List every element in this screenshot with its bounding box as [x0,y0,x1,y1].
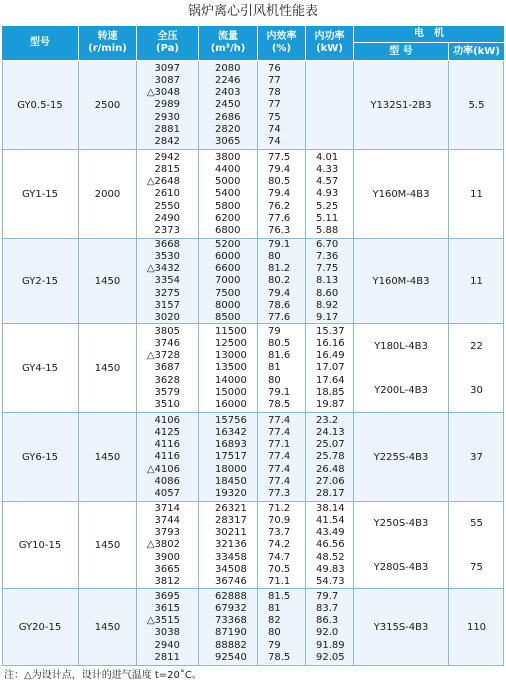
motor-model: Y160M-4B3 [372,189,430,200]
flow-list-value: 26321 [215,502,247,514]
flow-list-value: 28317 [215,514,247,526]
pressure-list-value: 3579 [154,386,180,398]
efficiency-list-value: 80 [268,374,281,386]
fan-model: GY20-15 [18,622,62,633]
efficiency-list-value: 74.7 [268,551,291,563]
flow-list-value: 15756 [215,414,247,426]
efficiency-list-value: 74.2 [268,539,291,551]
pressure-list-value: 2842 [154,135,180,147]
pressure-list-value: 3900 [154,551,180,563]
header-speed-label: 转速 [97,31,118,42]
power-list-value: 4.93 [316,188,339,200]
efficiency-list-value: 79.4 [268,188,291,200]
efficiency-list [268,326,303,411]
flow-list-value: 13000 [215,350,247,362]
header-power-unit: (kW) [316,43,343,54]
flow-list-value: 34508 [215,563,247,575]
table-title: 锅炉离心引风机性能表 [187,4,318,19]
efficiency-list-value: 80 [268,627,281,639]
pressure-list-value: 3812 [154,575,180,587]
flow-list-value: 7000 [215,275,241,287]
flow-list-value: 88882 [215,639,247,651]
power-list [316,591,351,664]
pressure-list-value: △3048 [146,87,180,99]
flow-list-value: 67932 [215,603,247,615]
pressure-list [141,239,180,324]
pressure-list-value: 3020 [154,311,180,323]
power-list-value: 48.52 [316,551,345,563]
flow-list [215,503,255,588]
flow-list-value: 3800 [215,151,241,163]
pressure-list-value: 3714 [154,502,180,514]
pressure-list-value: 2989 [154,99,180,111]
flow-list-value: 33458 [215,551,247,563]
pressure-list-value: 2881 [154,123,180,135]
power-list-value: 41.54 [316,514,345,526]
header-pressure-label: 全压 [157,31,178,42]
flow-list-value: 7500 [215,287,241,299]
power-list-value: 5.25 [316,200,339,212]
pressure-list-value: △4106 [146,463,180,475]
efficiency-list-value: 78 [268,87,281,99]
flow-list-value: 12500 [215,337,247,349]
pressure-list [141,63,180,148]
efficiency-list-value: 77.6 [268,212,291,224]
motor-model: Y180L-4B3 [374,340,428,352]
pressure-list-value: 3687 [154,362,180,374]
header-motor-model-label: 型 号 [389,45,413,57]
power-list-value: 38.14 [316,502,345,514]
efficiency-list-value: 79 [268,639,281,651]
pressure-list-value: 2940 [154,639,180,651]
flow-list-value: 2403 [215,87,241,99]
flow-list [215,415,255,500]
power-list-value: 54.73 [316,575,345,587]
power-list-value: 24.13 [316,426,345,438]
header-model-label: 型号 [30,37,50,48]
motor-power: 11 [470,276,483,287]
power-list-value: 5.11 [316,212,339,224]
power-list-value: 86.3 [316,615,339,627]
fan-speed: 2000 [94,189,121,200]
header-efficiency-label: 内效率 [266,31,297,42]
header-motor-power-label: 功率(kW) [453,45,500,57]
flow-list-value: 62888 [215,590,247,602]
header-power-label: 内功率 [314,31,345,42]
efficiency-list-value: 77.4 [268,426,291,438]
pressure-list-value: 4116 [154,439,180,451]
motor-model: Y225S-4B3 [373,452,429,463]
flow-list-value: 3065 [215,135,241,147]
flow-list-value: 13500 [215,362,247,374]
flow-list-value: 73368 [215,615,247,627]
efficiency-list-value: 77.1 [268,439,291,451]
header-power [306,26,353,60]
flow-list-value: 5200 [215,238,241,250]
power-list-value: 23.2 [316,414,339,426]
motor-power: 5.5 [468,100,485,111]
efficiency-list-value: 81.2 [268,263,291,275]
efficiency-list [268,503,303,588]
power-list-value: 19.87 [316,398,345,410]
fan-speed: 1450 [94,276,121,287]
column-divider [78,61,79,666]
motor-power: 11 [470,189,483,200]
power-list-value: 8.92 [316,299,339,311]
motor-model: Y315S-4B3 [373,622,429,633]
pressure-list-value: 2490 [154,212,180,224]
motor-power: 110 [466,622,487,633]
power-list-value: 4.01 [316,151,339,163]
header-flow [199,26,257,60]
efficiency-list-value: 79.4 [268,287,291,299]
power-list-value: 8.60 [316,287,339,299]
efficiency-list-value: 70.9 [268,514,291,526]
flow-list-value: 30211 [215,527,247,539]
flow-list-value: 5000 [215,176,241,188]
flow-list-value: 6800 [215,224,241,236]
efficiency-list [268,239,303,324]
pressure-list-value: 3665 [154,563,180,575]
flow-list-value: 16000 [215,398,247,410]
power-list-value: 43.49 [316,527,345,539]
power-list-value: 16.16 [316,337,345,349]
pressure-list-value: 3615 [154,603,180,615]
efficiency-list [268,152,303,237]
power-list-value: 17.64 [316,374,345,386]
pressure-list-value: 3530 [154,250,180,262]
header-motor-model [354,43,448,60]
pressure-list [141,503,180,588]
pressure-list-value: 3354 [154,275,180,287]
pressure-list-value: 3628 [154,374,180,386]
power-list-value: 46.56 [316,539,345,551]
header-speed-unit: (r/min) [88,43,127,54]
flow-list-value: 15000 [215,386,247,398]
flow-list-value: 5800 [215,200,241,212]
flow-list-value: 4400 [215,163,241,175]
power-list-value: 15.37 [316,325,345,337]
efficiency-list-value: 77.6 [268,311,291,323]
power-list-value: 83.7 [316,603,339,615]
power-list-value: 6.70 [316,238,339,250]
pressure-list-value: 3695 [154,590,180,602]
pressure-list-value: 2942 [154,151,180,163]
pressure-list-value: △3515 [146,615,180,627]
efficiency-list-value: 70.5 [268,563,291,575]
pressure-list-value: △3432 [146,263,180,275]
flow-list [215,591,255,664]
pressure-list-value: 2930 [154,111,180,123]
power-list-value: 91.89 [316,639,345,651]
power-list [316,239,351,324]
column-divider [448,61,449,666]
header-efficiency-unit: (%) [271,43,292,54]
header-pressure [137,26,198,60]
pressure-list-value: 2815 [154,163,180,175]
column-divider [305,61,306,666]
column-divider [257,61,258,666]
pressure-list [141,591,180,664]
flow-list-value: 8000 [215,299,241,311]
flow-list-value: 16342 [215,426,247,438]
power-list-value: 28.17 [316,487,345,499]
power-list-value: 92.05 [316,651,345,663]
flow-list-value: 18000 [215,463,247,475]
power-list-value: 8.13 [316,275,339,287]
header-motor-label: 电 机 [414,28,444,39]
efficiency-list-value: 76.3 [268,224,291,236]
fan-speed: 1450 [94,622,121,633]
flow-list [215,326,255,411]
pressure-list-value: 4057 [154,487,180,499]
flow-list-value: 2246 [215,74,241,86]
efficiency-list-value: 81.5 [268,590,291,602]
flow-list-value: 6200 [215,212,241,224]
power-list-value: 4.57 [316,176,339,188]
efficiency-list-value: 76.2 [268,200,291,212]
efficiency-list-value: 74 [268,135,281,147]
power-list-value: 5.88 [316,224,339,236]
flow-list-value: 5400 [215,188,241,200]
pressure-list-value: 2373 [154,224,180,236]
efficiency-list-value: 77 [268,74,281,86]
flow-list-value: 36746 [215,575,247,587]
power-list-value: 25.07 [316,439,345,451]
motor-power: 75 [470,561,483,573]
table-border-left [2,61,3,666]
fan-speed: 1450 [94,363,121,374]
header-speed [79,26,136,60]
power-list-value: 25.78 [316,451,345,463]
power-list-value: 4.33 [316,163,339,175]
pressure-list-value: 3805 [154,325,180,337]
power-list-value: 9.17 [316,311,339,323]
flow-list-value: 2450 [215,99,241,111]
efficiency-list-value: 79 [268,325,281,337]
pressure-list-value: 3746 [154,337,180,349]
efficiency-list-value: 71.2 [268,502,291,514]
pressure-list [141,415,180,500]
efficiency-list-value: 80 [268,250,281,262]
pressure-list-value: 2610 [154,188,180,200]
pressure-list-value: 2550 [154,200,180,212]
motor-power: 22 [470,340,483,352]
pressure-list-value: 3097 [154,62,180,74]
efficiency-list-value: 77.4 [268,451,291,463]
pressure-list-value: 3087 [154,74,180,86]
pressure-list-value: 4125 [154,426,180,438]
power-list-value: 18.85 [316,386,345,398]
flow-list-value: 87190 [215,627,247,639]
fan-speed: 1450 [94,452,121,463]
power-list-value: 49.83 [316,563,345,575]
efficiency-list-value: 78.6 [268,299,291,311]
header-pressure-unit: (Pa) [156,43,179,54]
power-list-value: 16.49 [316,350,345,362]
efficiency-list-value: 77.5 [268,151,291,163]
header-motor-power [449,43,504,60]
efficiency-list-value: 77 [268,99,281,111]
flow-list-value: 6600 [215,263,241,275]
efficiency-list-value: 82 [268,615,281,627]
efficiency-list-value: 77.4 [268,475,291,487]
pressure-list [141,152,180,237]
efficiency-list-value: 77.4 [268,463,291,475]
pressure-list-value: 3157 [154,299,180,311]
pressure-list-value: 4086 [154,475,180,487]
efficiency-list-value: 77.4 [268,414,291,426]
header-efficiency [258,26,305,60]
flow-list-value: 2686 [215,111,241,123]
power-list-value: 7.75 [316,263,339,275]
flow-list [215,239,255,324]
fan-model: GY0.5-15 [17,100,63,111]
pressure-list-value: 4116 [154,451,180,463]
flow-list-value: 2820 [215,123,241,135]
pressure-list [141,326,180,411]
flow-list-value: 18450 [215,475,247,487]
fan-model: GY4-15 [21,363,59,374]
header-motor [354,26,504,43]
fan-model: GY6-15 [21,452,59,463]
header-flow-label: 流量 [218,31,238,42]
header-model [2,26,78,60]
efficiency-list-value: 75 [268,111,281,123]
flow-list [215,152,255,237]
flow-list-value: 8500 [215,311,241,323]
efficiency-list-value: 73.7 [268,527,291,539]
pressure-list-value: 3038 [154,627,180,639]
efficiency-list-value: 79.1 [268,386,291,398]
flow-list-value: 2080 [215,62,241,74]
power-list-value: 26.48 [316,463,345,475]
efficiency-list-value: 80.5 [268,337,291,349]
efficiency-list-value: 81.6 [268,350,291,362]
power-list [316,152,351,237]
flow-list-value: 17517 [215,451,247,463]
flow-list-value: 16893 [215,439,247,451]
efficiency-list-value: 74 [268,123,281,135]
efficiency-list [268,415,303,500]
flow-list [215,63,255,148]
efficiency-list-value: 79.1 [268,238,291,250]
motor-power: 30 [470,385,483,397]
efficiency-list-value: 80.2 [268,275,291,287]
pressure-list-value: 3510 [154,398,180,410]
header-flow-unit: (m³/h) [210,43,246,54]
flow-list-value: 6000 [215,250,241,262]
fan-model: GY2-15 [21,276,59,287]
efficiency-list-value: 77.3 [268,487,291,499]
efficiency-list-value: 71.1 [268,575,291,587]
efficiency-list-value: 78.5 [268,651,291,663]
fan-model: GY1-15 [21,189,59,200]
efficiency-list [268,591,303,664]
motor-model: Y132S1-2B3 [370,100,432,111]
efficiency-list-value: 80.5 [268,176,291,188]
fan-speed: 2500 [94,100,121,111]
column-divider [198,61,199,666]
pressure-list-value: △2648 [146,176,180,188]
column-divider [136,61,137,666]
pressure-list-value: △3802 [146,539,180,551]
power-list [316,326,351,411]
efficiency-list-value: 76 [268,62,281,74]
power-list [316,415,351,500]
flow-list-value: 32136 [215,539,247,551]
power-list-value: 17.07 [316,362,345,374]
power-list-value: 92.0 [316,627,339,639]
footnote: 注：△为设计点，设计的进气温度 t=20˚C。 [4,670,202,681]
pressure-list-value: 4106 [154,414,180,426]
efficiency-list-value: 79.4 [268,163,291,175]
motor-power: 37 [470,452,483,463]
pressure-list-value: 3793 [154,527,180,539]
flow-list-value: 14000 [215,374,247,386]
pressure-list-value: 2811 [154,651,180,663]
power-list-value: 79.7 [316,590,339,602]
motor-model: Y160M-4B3 [372,276,430,287]
motor-model: Y280S-4B3 [373,561,429,573]
flow-list-value: 11500 [215,325,247,337]
motor-model: Y200L-4B3 [374,385,428,397]
fan-model: GY10-15 [18,540,62,551]
power-list-value: 27.06 [316,475,345,487]
flow-list-value: 19320 [215,487,247,499]
power-list-value: 7.36 [316,250,339,262]
motor-model: Y250S-4B3 [373,518,429,530]
pressure-list-value: △3728 [146,350,180,362]
efficiency-list-value: 81 [268,362,281,374]
efficiency-list [268,63,303,148]
flow-list-value: 92540 [215,651,247,663]
power-list [316,503,351,588]
column-divider [353,61,354,666]
fan-speed: 1450 [94,540,121,551]
motor-power: 55 [470,518,483,530]
pressure-list-value: 3744 [154,514,180,526]
pressure-list-value: 3275 [154,287,180,299]
efficiency-list-value: 81 [268,603,281,615]
efficiency-list-value: 78.5 [268,398,291,410]
pressure-list-value: 3668 [154,238,180,250]
table-border-right [503,61,504,666]
